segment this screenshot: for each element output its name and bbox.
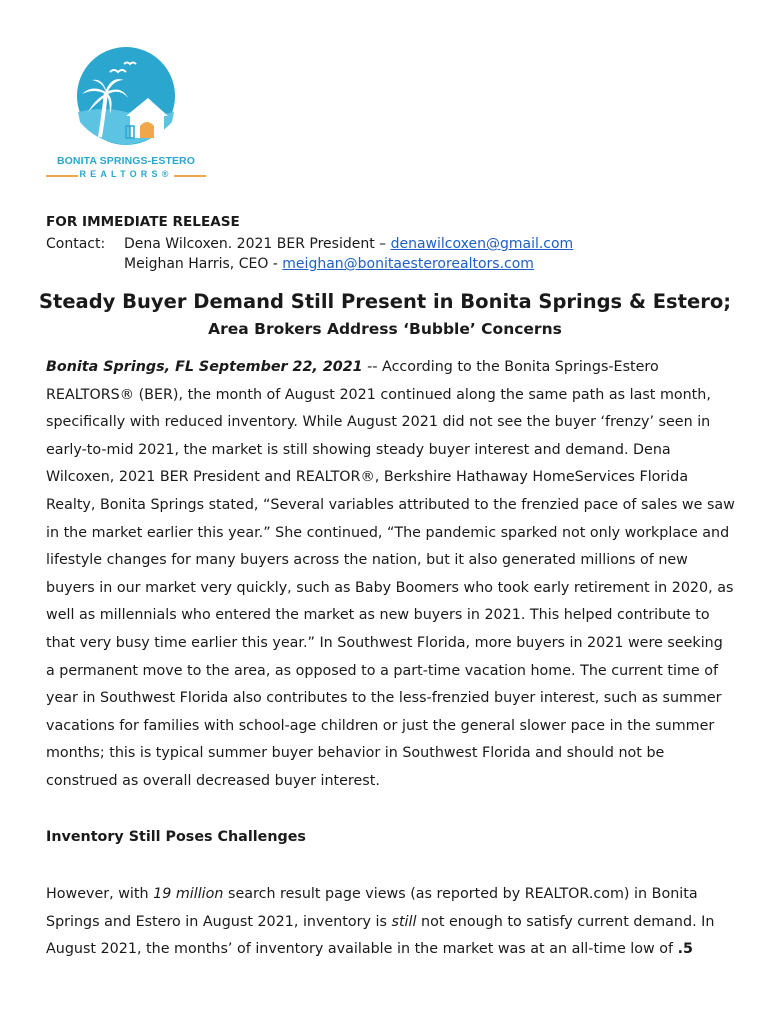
contact-row-1: [46, 234, 573, 254]
contact-row-2: [46, 254, 573, 274]
logo-name-line2: [44, 169, 208, 181]
dateline: Bonita Springs, FL September 22, 2021: [46, 359, 363, 375]
logo-name-line1: BONITA SPRINGS-ESTERO: [56, 155, 196, 167]
subheadline: Area Brokers Address ‘Bubble’ Concerns: [208, 320, 562, 338]
release-label: FOR IMMEDIATE RELEASE: [46, 214, 240, 230]
logo-name-realtors: REALTORS®: [79, 169, 173, 179]
logo-rule-right: [174, 175, 206, 177]
section-heading: Inventory Still Poses Challenges: [46, 829, 306, 845]
paragraph-2-text-2: search result page views (as reported by REALTOR.com) in Bonita Springs and Estero in August 2021, inventory is: [46, 886, 698, 930]
president-email-link[interactable]: denawilcoxen@gmail.com: [390, 236, 574, 252]
ceo-email-link[interactable]: meighan@bonitaesterorealtors.com: [282, 256, 534, 272]
paragraph-2-emphasis-2: still: [391, 913, 417, 930]
paragraph-2-text-3: not enough to satisfy current demand. In August 2021, the months’ of inventory available in the market was at an all-time low of: [46, 913, 715, 958]
logo-rule-left: [46, 175, 78, 177]
paragraph-1: [46, 354, 736, 796]
paragraph-2-text-1: However, with: [46, 886, 154, 902]
paragraph-2-bold: .5: [677, 941, 693, 958]
logo-emblem-icon: [44, 42, 208, 160]
headline: Steady Buyer Demand Still Present in Bonita Springs & Estero;: [38, 290, 732, 313]
contact-line2-text: Meighan Harris, CEO -: [124, 256, 283, 272]
paragraph-1-body: -- According to the Bonita Springs-Estero REALTORS® (BER), the month of August 2021 continued along the same path as last month, specifically with reduced inventory. While August 2021 did not see the buyer ‘frenzy’ seen in early-to-mid 2021, the market is still showing steady buyer interest and demand. Dena Wilcoxen, 2021 BER President and REALTOR®, Berkshire Hathaway HomeServices Florida Realty, Bonita Springs stated, “Several variables attributed to the frenzied pace of sales we saw in the market earlier this year.” She continued, “The pandemic sparked not only workplace and lifestyle changes for many buyers across the nation, but it also generated millions of new buyers in our market very quickly, such as Baby Boomers who took early retirement in 2020, as well as millennials who entered the market as new buyers in 2021. This helped contribute to that very busy time earlier this year.” In Southwest Florida, more buyers in 2021 were seeking a permanent move to the area, as opposed to a part-time vacation home. The current time of year in Southwest Florida also contributes to the less-frenzied buyer interest, such as summer vacations for families with school-age children or just the general slower pace in the summer months; this is typical summer buyer behavior in Southwest Florida and should not be construed as overall decreased buyer interest.: [46, 359, 735, 789]
contact-line1-text: Dena Wilcoxen. 2021 BER President –: [124, 236, 391, 252]
paragraph-2: [46, 881, 736, 964]
contact-block: [46, 234, 573, 274]
contact-label: Contact:: [46, 236, 106, 252]
paragraph-2-emphasis-1: 19 million: [153, 886, 224, 902]
